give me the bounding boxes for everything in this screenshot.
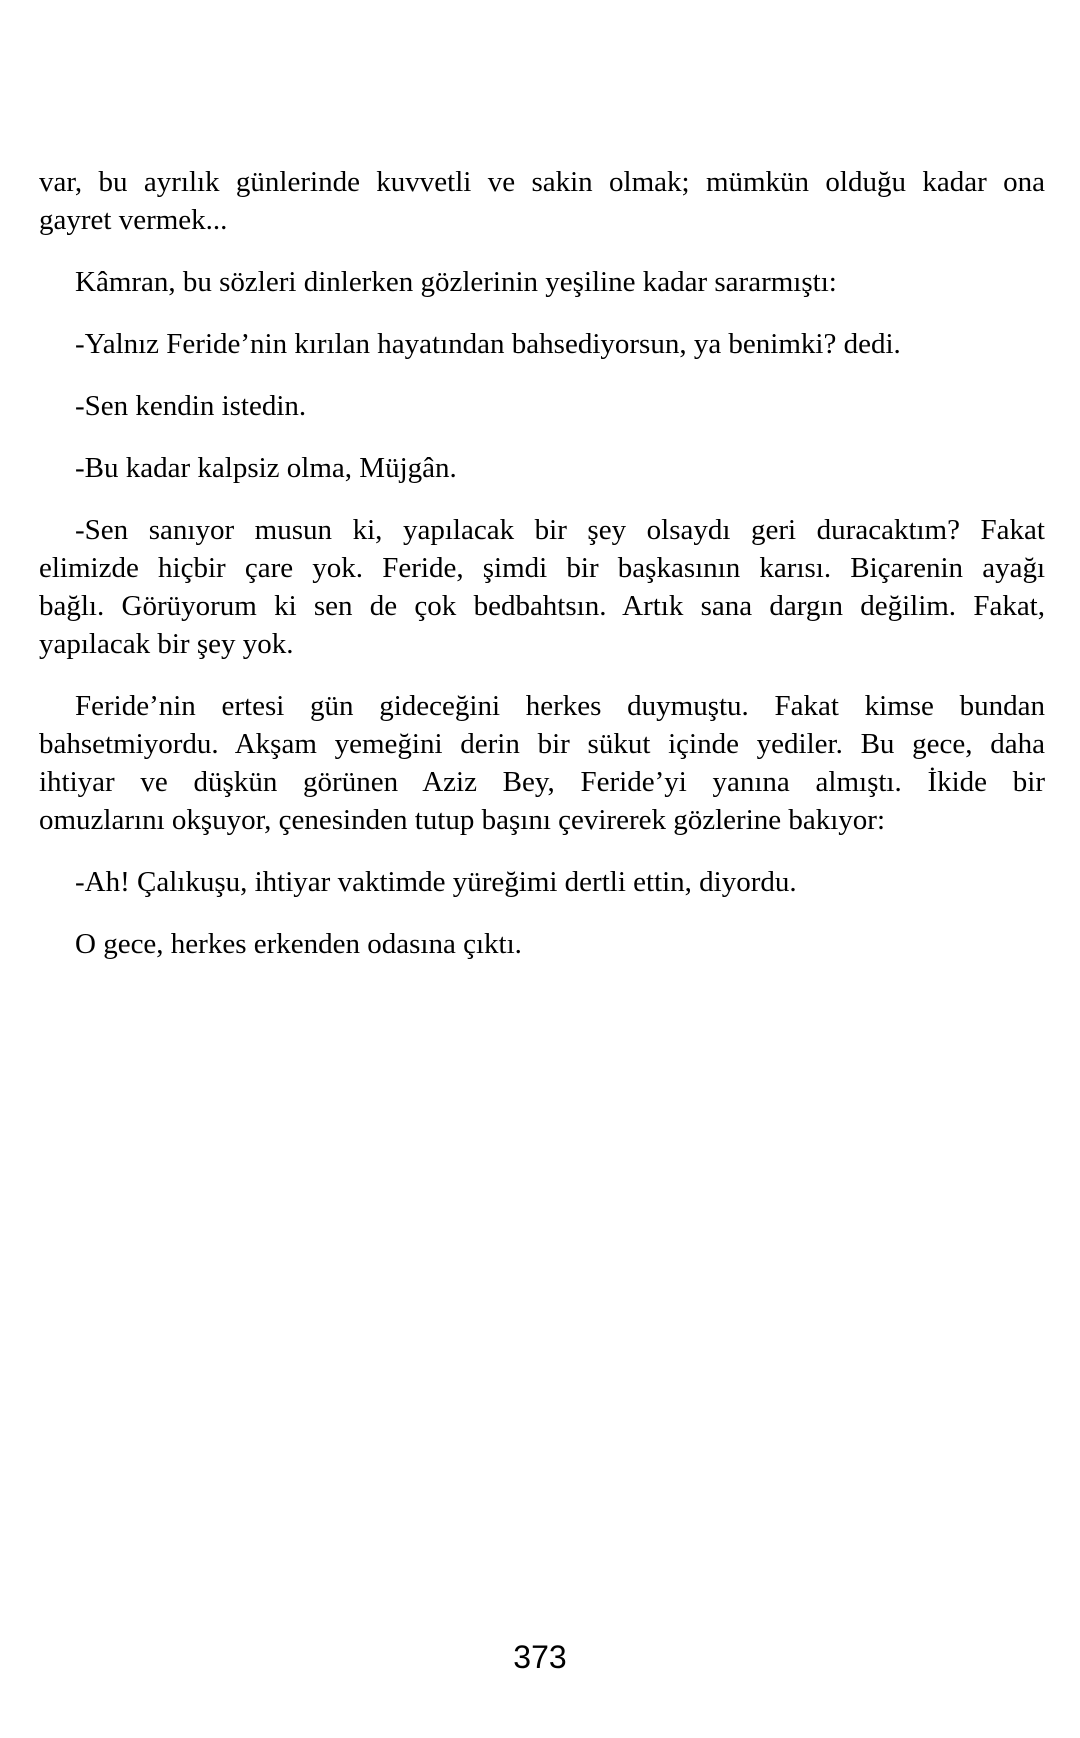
- text-line: elimizde hiçbir çare yok. Feride, şimdi bir başkasının karısı. Biçarenin ayağı: [39, 552, 1045, 584]
- text-line: gayret vermek...: [39, 204, 228, 236]
- paragraph: [39, 387, 1045, 425]
- paragraph: [39, 511, 1045, 663]
- paragraph: [39, 325, 1045, 363]
- paragraph: [39, 687, 1045, 839]
- text-line: yapılacak bir şey yok.: [39, 628, 294, 660]
- text-line: Kâmran, bu sözleri dinlerken gözlerinin yeşiline kadar sararmıştı:: [75, 266, 837, 298]
- text-line: var, bu ayrılık günlerinde kuvvetli ve sakin olmak; mümkün olduğu kadar ona: [39, 166, 1045, 198]
- text-line: -Ah! Çalıkuşu, ihtiyar vaktimde yüreğimi dertli ettin, diyordu.: [75, 866, 797, 898]
- text-line: ihtiyar ve düşkün görünen Aziz Bey, Feride’yi yanına almıştı. İkide bir: [39, 766, 1045, 798]
- text-block: [39, 163, 1045, 987]
- text-line: bahsetmiyordu. Akşam yemeğini derin bir sükut içinde yediler. Bu gece, daha: [39, 728, 1045, 760]
- text-line: bağlı. Görüyorum ki sen de çok bedbahtsın. Artık sana dargın değilim. Fakat,: [39, 590, 1045, 622]
- paragraph: [39, 263, 1045, 301]
- paragraph: [39, 925, 1045, 963]
- text-line: omuzlarını okşuyor, çenesinden tutup başını çevirerek gözlerine bakıyor:: [39, 804, 886, 836]
- page-number: 373: [513, 1639, 567, 1675]
- text-line: O gece, herkes erkenden odasına çıktı.: [75, 928, 522, 960]
- text-line: Feride’nin ertesi gün gideceğini herkes duymuştu. Fakat kimse bundan: [75, 690, 1045, 722]
- paragraph: [39, 863, 1045, 901]
- paragraph: [39, 449, 1045, 487]
- paragraph: [39, 163, 1045, 239]
- text-line: -Sen kendin istedin.: [75, 390, 307, 422]
- text-line: -Yalnız Feride’nin kırılan hayatından bahsediyorsun, ya benimki? dedi.: [75, 328, 901, 360]
- text-line: -Sen sanıyor musun ki, yapılacak bir şey olsaydı geri duracaktım? Fakat: [75, 514, 1045, 546]
- text-line: -Bu kadar kalpsiz olma, Müjgân.: [75, 452, 457, 484]
